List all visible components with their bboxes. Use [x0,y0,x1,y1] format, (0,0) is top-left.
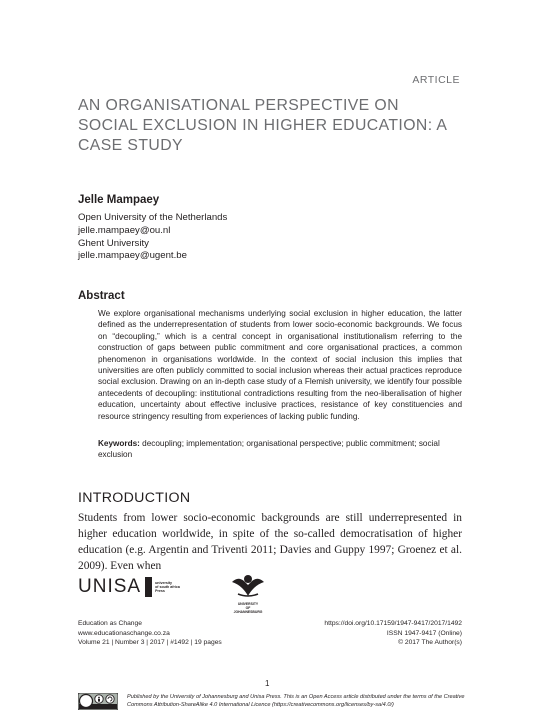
publication-info [324,619,462,648]
uj-sub-line: JOHANNESBURG [233,609,263,614]
unisa-press-text [155,581,180,594]
abstract-text: We explore organisational mechanisms underlying social exclusion in higher education, the latter defined as the underrepresentation of students from lower socio-economic backgrounds. We focus on “decoupling,” which is a central concept in organisational institutionalism referring to the construction of gaps between public commitment and core organisational practices, a common phenomenon in organisations worldwide. In the context of social inclusion this implies that universities are often publicly committed to social inclusion whereas their actual practices reproduce social exclusion. Drawing on an in-depth case study of a Flemish university, we identify four possible antecedents of decoupling: institutional contradictions resulting from the neo-liberalisation of higher education, uncertainty about effective inclusive practices, resistance of key constituencies and resource stringency resulting from experiences of lacking public funding. [98,309,462,421]
unisa-emblem-icon [145,577,152,597]
uj-logo [228,572,268,614]
issn: ISSN 1947-9417 (Online) [386,629,462,637]
introduction-text: Students from lower socio-economic backgrounds are still underrepresented in higher education worldwide, in spite of the so-called democratisation of higher education (e.g. Argentin and Triventi 2011; Davies and Guppy 1997; Groenez et al. 2009). Even when [78,512,462,572]
author-name: Jelle Mampaey [78,194,160,206]
copyright: © 2017 The Author(s) [398,639,462,646]
keywords [98,438,462,461]
unisa-logo [78,576,180,598]
unisa-sub-line: university [155,580,173,585]
author-affiliations [78,212,227,263]
introduction-heading: INTRODUCTION [78,490,191,506]
unisa-sub-line: Press [155,589,165,594]
doi-link[interactable]: https://doi.org/10.17159/1947-9417/2017/1492 [324,620,462,627]
title-line: CASE STUDY [78,137,183,154]
abstract-heading: Abstract [78,290,125,302]
author-email-link[interactable]: jelle.mampaey@ugent.be [78,250,187,262]
author-email-link[interactable]: jelle.mampaey@ou.nl [78,224,171,236]
journal-info [78,619,222,648]
article-type-label: ARTICLE [412,74,460,86]
keywords-list: decoupling; implementation; organisational perspective; public commitment; social exclusion [98,439,440,460]
article-title [78,96,468,156]
affiliation: Ghent University [78,237,149,249]
unisa-sub-line: of south africa [155,584,180,589]
license-text: Published by the University of Johannesburg and Unisa Press. This is an Open Access article distributed under the terms of the Creative Commons Attribution-ShareAlike 4.0 International Licence (https://creativecommons.org/licenses/by-sa/4.0/) [127,694,465,709]
uj-sub-line: OF [245,605,251,610]
title-line: SOCIAL EXCLUSION IN HIGHER EDUCATION: A [78,117,448,134]
unisa-wordmark: UNISA [78,576,142,597]
title-line: AN ORGANISATIONAL PERSPECTIVE ON [78,97,399,114]
uj-wordmark [228,603,268,614]
cc-by-sa-icon[interactable] [78,693,118,710]
page-number: 1 [265,679,270,688]
uj-emblem-icon [228,572,268,598]
affiliation: Open University of the Netherlands [78,212,228,223]
uj-sub-line: UNIVERSITY [237,602,259,606]
journal-url-link[interactable]: www.educationaschange.co.za [78,629,170,637]
journal-name: Education as Change [78,620,142,627]
keywords-label: Keywords: [98,439,140,448]
journal-volume: Volume 21 | Number 3 | 2017 | #1492 | 19 pages [78,639,222,646]
